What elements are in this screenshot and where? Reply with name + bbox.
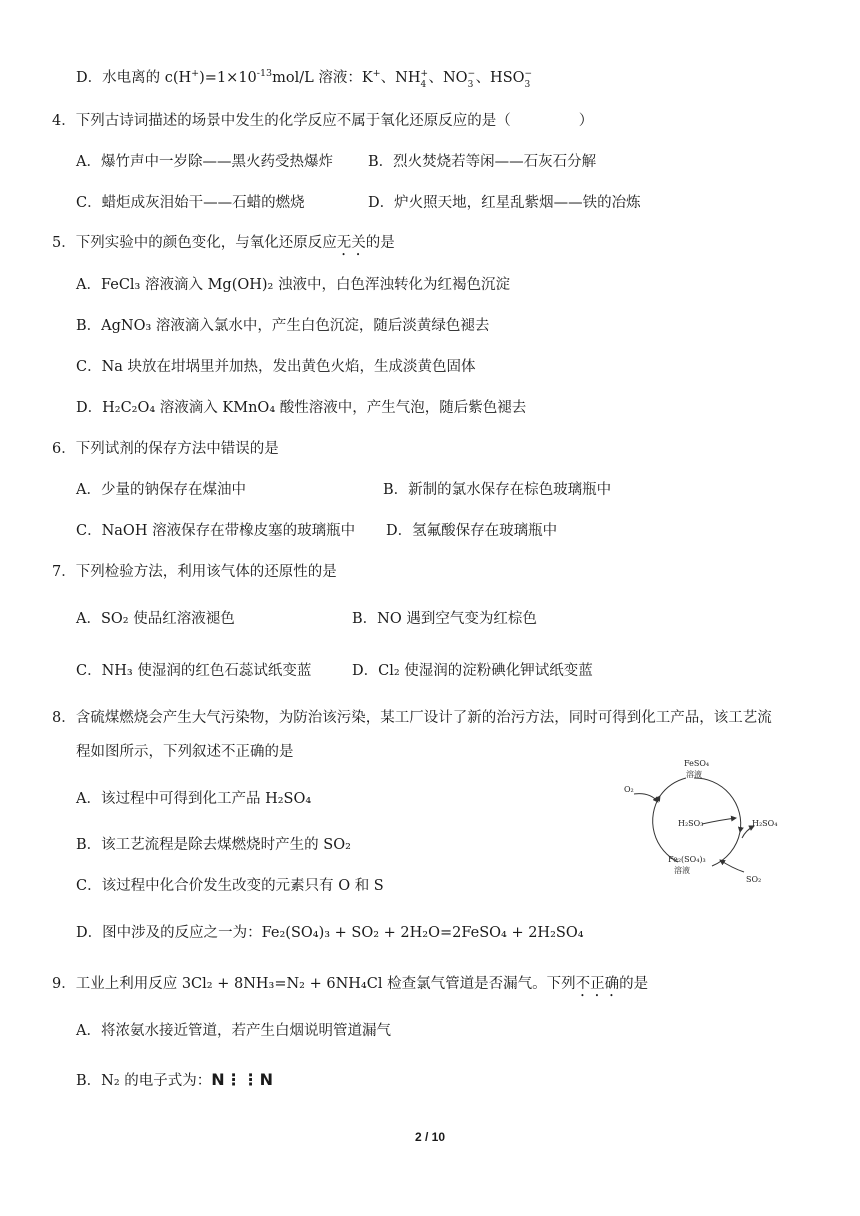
- label-fe2so43: Fe₂(SO₄)₃: [668, 855, 706, 864]
- q9-stem: 9．工业上利用反应 3Cl₂ + 8NH₃=N₂ + 6NH₄Cl 检查氯气管道是否漏气。下列不正确的是: [52, 976, 649, 992]
- label-o2: O₂: [624, 785, 634, 794]
- label-h2so3: H₂SO₃: [678, 819, 704, 828]
- q4-option-c: C．蜡炬成灰泪始干——石蜡的燃烧: [76, 195, 305, 211]
- q5-option-b: B．AgNO₃ 溶液滴入氯水中，产生白色沉淀，随后淡黄绿色褪去: [76, 318, 490, 334]
- cycle-arc-top: [660, 778, 686, 796]
- process-cycle-diagram: [616, 756, 792, 892]
- cycle-arc-bottom: [712, 832, 740, 866]
- page-number: 2 / 10: [414, 1130, 446, 1144]
- q6-stem: 6．下列试剂的保存方法中错误的是: [52, 441, 279, 457]
- h2so3-arrow: [702, 818, 736, 824]
- q8-option-c: C．该过程中化合价发生改变的元素只有 O 和 S: [76, 878, 384, 894]
- q8-option-a: A．该过程中可得到化工产品 H₂SO₄: [76, 791, 312, 807]
- q7-option-a: A．SO₂ 使品红溶液褪色: [76, 611, 235, 627]
- q6-option-d: D．氢氟酸保存在玻璃瓶中: [386, 523, 558, 539]
- q9-option-a: A．将浓氨水接近管道，若产生白烟说明管道漏气: [76, 1023, 391, 1039]
- label-feso4: FeSO₄: [684, 759, 710, 768]
- emphasis-text: 不正确: [575, 976, 620, 992]
- q7-option-d: D．Cl₂ 使湿润的淀粉碘化钾试纸变蓝: [352, 663, 593, 679]
- q5-option-a: A．FeCl₃ 溶液滴入 Mg(OH)₂ 浊液中，白色浑浊转化为红褐色沉淀: [76, 277, 510, 293]
- q4-option-a: A．爆竹声中一岁除——黑火药受热爆炸: [76, 154, 333, 170]
- q6-option-c: C．NaOH 溶液保存在带橡皮塞的玻璃瓶中: [76, 523, 356, 539]
- q7-option-b: B．NO 遇到空气变为红棕色: [352, 611, 537, 627]
- q4-option-b: B．烈火焚烧若等闲——石灰石分解: [368, 154, 597, 170]
- label-fe2so43-solution: 溶液: [674, 866, 690, 875]
- cycle-arc-left: [653, 796, 678, 862]
- q9-option-b: B．N₂ 的电子式为：N⋮⋮N: [76, 1070, 275, 1089]
- label-feso4-solution: 溶液: [686, 770, 702, 779]
- q4-stem: 4．下列古诗词描述的场景中发生的化学反应不属于氧化还原反应的是（ ）: [52, 113, 594, 129]
- q8-option-d: D．图中涉及的反应之一为：Fe₂(SO₄)₃ + SO₂ + 2H₂O=2FeSO₄ + 2H₂SO₄: [76, 925, 584, 941]
- q7-stem: 7．下列检验方法，利用该气体的还原性的是: [52, 564, 337, 580]
- q5-stem: 5．下列实验中的颜色变化，与氧化还原反应无关的是: [52, 235, 395, 251]
- q6-option-b: B．新制的氯水保存在棕色玻璃瓶中: [383, 482, 612, 498]
- q3-option-d: D．水电离的 $c(H^+)=1\times 10^{-13}mol/L$ 溶液：K+、NH + 4 、NO − 3 、HSO − 3: [76, 68, 533, 90]
- label-h2so4: H₂SO₄: [752, 819, 778, 828]
- q8-option-b: B．该工艺流程是除去煤燃烧时产生的 SO₂: [76, 837, 351, 853]
- q8-stem-line2: 程如图所示，下列叙述不正确的是: [76, 744, 294, 760]
- q5-option-c: C．Na 块放在坩埚里并加热，发出黄色火焰，生成淡黄色固体: [76, 359, 476, 375]
- emphasis-text: 无关: [336, 235, 366, 251]
- label-so2: SO₂: [746, 875, 762, 884]
- q7-option-c: C．NH₃ 使湿润的红色石蕊试纸变蓝: [76, 663, 312, 679]
- q5-option-d: D．H₂C₂O₄ 溶液滴入 KMnO₄ 酸性溶液中，产生气泡，随后紫色褪去: [76, 400, 527, 416]
- q6-option-a: A．少量的钠保存在煤油中: [76, 482, 246, 498]
- n2-electron-formula: N⋮⋮N: [211, 1070, 275, 1089]
- o2-arrow: [634, 794, 658, 802]
- q8-stem-line1: 8．含硫煤燃烧会产生大气污染物，为防治该污染，某工厂设计了新的治污方法，同时可得到化工产品，该工艺流: [52, 710, 772, 726]
- q4-option-d: D．炉火照天地，红星乱紫烟——铁的冶炼: [368, 195, 641, 211]
- so2-arrow: [720, 860, 744, 872]
